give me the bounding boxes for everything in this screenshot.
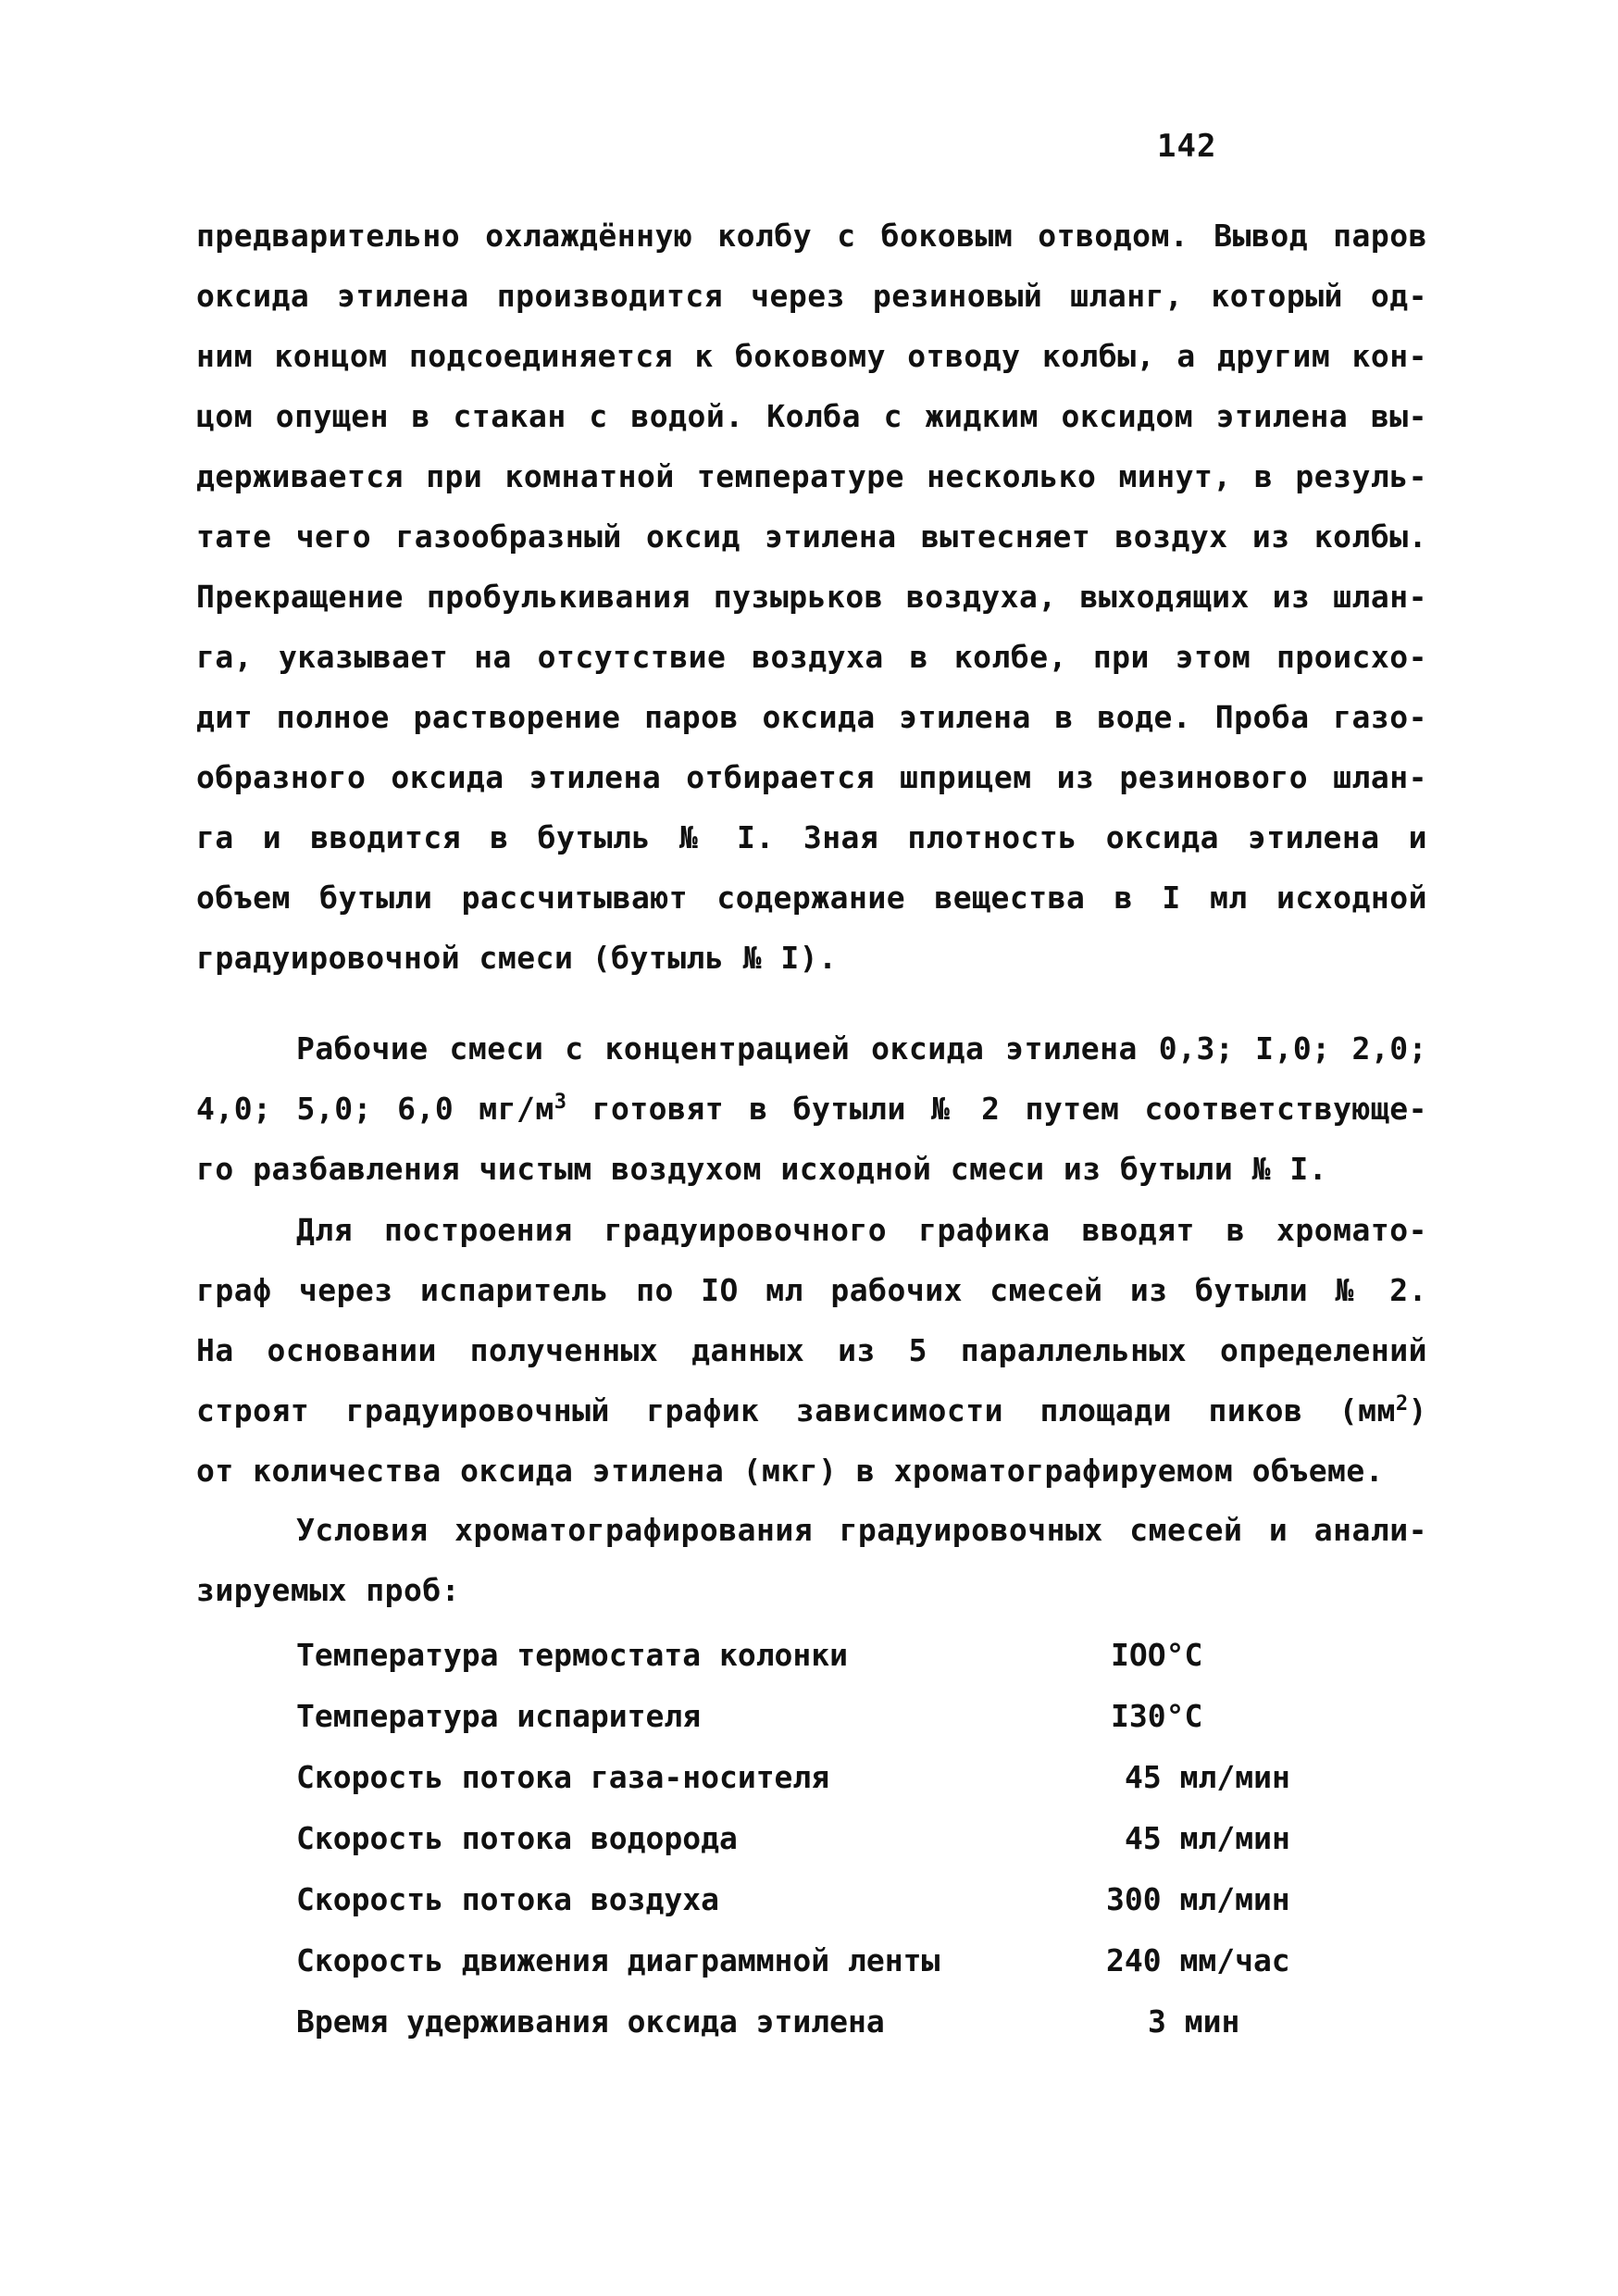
condition-value: IOO°C	[1111, 1637, 1203, 1673]
text-line: образного оксида этилена отбирается шприцем из резинового шлан-	[196, 759, 1427, 795]
paragraph-conditions-intro	[196, 1500, 1427, 1620]
condition-value: 45 мл/мин	[1125, 1759, 1290, 1795]
text-line: объем бутыли рассчитывают содержание вещества в I мл исходной	[196, 880, 1427, 916]
text-fragment: )	[1408, 1392, 1427, 1429]
condition-row	[296, 1881, 1324, 1942]
text-fragment: 4,0; 5,0; 6,0 мг/м	[196, 1091, 554, 1127]
text-line	[196, 1079, 1427, 1139]
condition-row	[296, 1820, 1324, 1881]
condition-label: Скорость движения диаграммной ленты	[296, 1942, 940, 1978]
superscript: 3	[554, 1091, 567, 1114]
condition-row	[296, 1698, 1324, 1759]
superscript: 2	[1395, 1392, 1409, 1416]
text-line: го разбавления чистым воздухом исходной смеси из бутыли № I.	[196, 1151, 1328, 1187]
text-line: Прекращение пробулькивания пузырьков воздуха, выходящих из шлан-	[196, 579, 1427, 615]
text-line: градуировочной смеси (бутыль № I).	[196, 940, 838, 976]
condition-row	[296, 1637, 1324, 1698]
condition-row	[296, 1942, 1324, 2003]
text-line: Условия хроматографирования градуировочных смесей и анали-	[296, 1512, 1427, 1548]
text-line: тате чего газообразный оксид этилена вытесняет воздух из колбы.	[196, 518, 1427, 555]
text-line: Рабочие смеси с концентрацией оксида этилена 0,3; I,0; 2,0;	[296, 1030, 1427, 1067]
text-line: Для построения градуировочного графика вводят в хромато-	[296, 1212, 1427, 1248]
condition-value: 240 мм/час	[1106, 1942, 1290, 1978]
page-number: 142	[1157, 128, 1217, 165]
paragraph-working-mixtures	[196, 1018, 1427, 1199]
condition-value: 300 мл/мин	[1106, 1881, 1290, 1917]
text-line: га и вводится в бутыль № I. Зная плотность оксида этилена и	[196, 819, 1427, 855]
text-line: цом опущен в стакан с водой. Колба с жидким оксидом этилена вы-	[196, 398, 1427, 434]
condition-row	[296, 2003, 1324, 2065]
chromatography-conditions-list	[296, 1637, 1324, 2065]
text-line	[196, 1380, 1427, 1441]
paragraph-calibration-graph	[196, 1200, 1427, 1501]
condition-value: I30°C	[1111, 1698, 1203, 1734]
condition-label: Скорость потока водорода	[296, 1820, 738, 1856]
condition-value: 45 мл/мин	[1125, 1820, 1290, 1856]
text-line: ним концом подсоединяется к боковому отводу колбы, а другим кон-	[196, 338, 1427, 374]
condition-label: Температура испарителя	[296, 1698, 702, 1734]
text-fragment: строят градуировочный график зависимости площади пиков (мм	[196, 1392, 1396, 1429]
condition-label: Температура термостата колонки	[296, 1637, 849, 1673]
condition-row	[296, 1759, 1324, 1820]
text-line: оксида этилена производится через резиновый шланг, который од-	[196, 278, 1427, 314]
condition-label: Время удерживания оксида этилена	[296, 2003, 885, 2040]
condition-label: Скорость потока воздуха	[296, 1881, 719, 1917]
text-line: зируемых проб:	[196, 1572, 461, 1608]
text-line: На основании полученных данных из 5 параллельных определений	[196, 1332, 1427, 1368]
text-line: держивается при комнатной температуре несколько минут, в резуль-	[196, 458, 1427, 494]
text-line: дит полное растворение паров оксида этилена в воде. Проба газо-	[196, 699, 1427, 735]
condition-label: Скорость потока газа-носителя	[296, 1759, 830, 1795]
condition-value: 3 мин	[1148, 2003, 1240, 2040]
text-fragment: готовят в бутыли № 2 путем соответствующе-	[566, 1091, 1427, 1127]
text-line: предварительно охлаждённую колбу с боковым отводом. Вывод паров	[196, 218, 1427, 254]
paragraph-sample-preparation	[196, 206, 1427, 988]
text-line: от количества оксида этилена (мкг) в хроматографируемом объеме.	[196, 1453, 1385, 1489]
text-line: граф через испаритель по IO мл рабочих смесей из бутыли № 2.	[196, 1272, 1427, 1308]
text-line: га, указывает на отсутствие воздуха в колбе, при этом происхо-	[196, 639, 1427, 675]
